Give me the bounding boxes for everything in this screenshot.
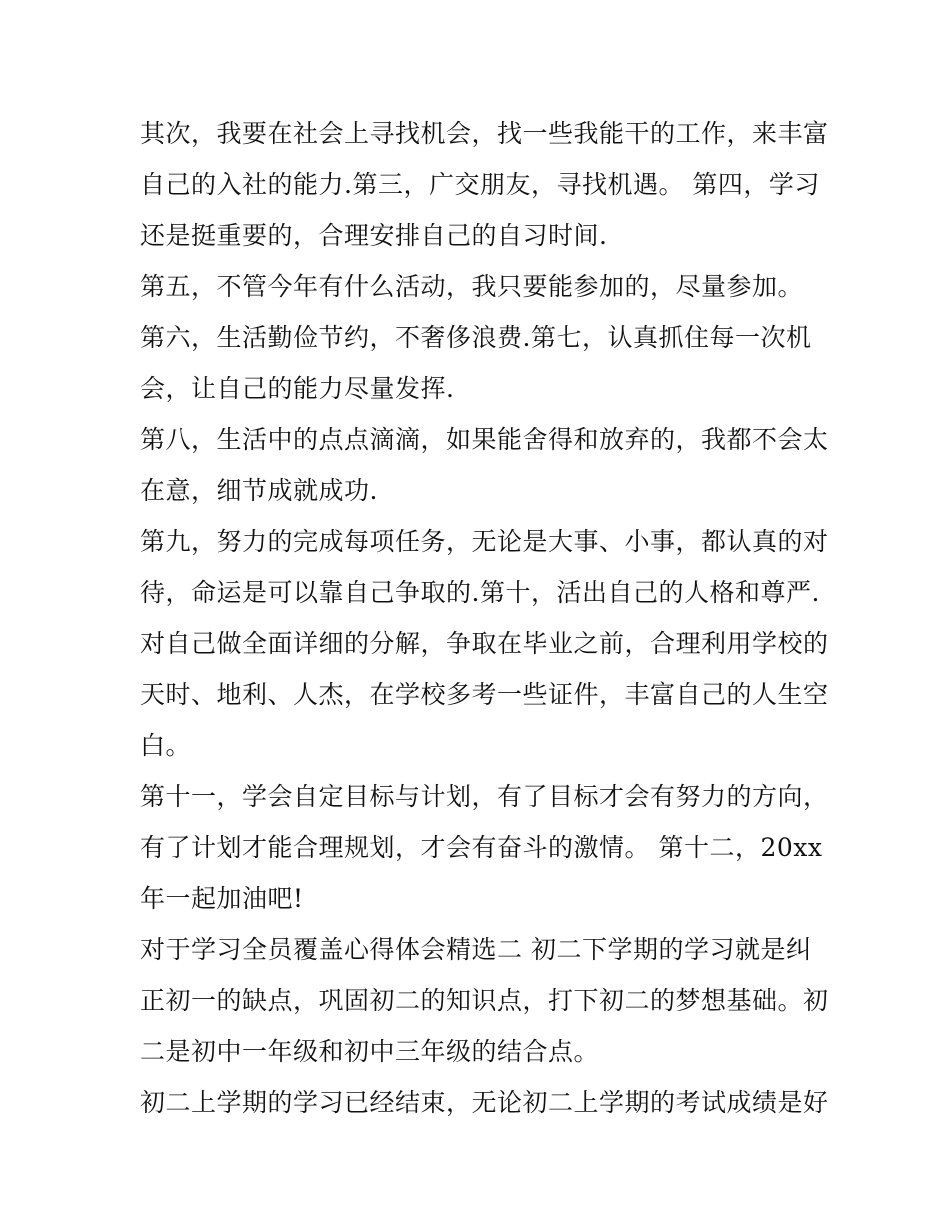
text-line: 还是挺重要的，合理安排自己的自习时间.	[140, 221, 608, 250]
text-line: 对于学习全员覆盖心得体会精选二 初二下学期的学习就是纠	[140, 935, 812, 964]
text-line: 第九，努力的完成每项任务，无论是大事、小事，都认真的对	[140, 527, 829, 556]
text-line: 在意，细节成就成功.	[140, 476, 378, 505]
text-line: 天时、地利、人杰，在学校多考一些证件，丰富自己的人生空	[140, 680, 829, 709]
text-line: 年一起加油吧!	[140, 884, 304, 913]
text-line: 有了计划才能合理规划，才会有奋斗的激情。 第十二，20xx	[140, 833, 823, 862]
document-body	[140, 108, 829, 1128]
text-line: 正初一的缺点，巩固初二的知识点，打下初二的梦想基础。初	[140, 986, 829, 1015]
text-line: 待，命运是可以靠自己争取的.第十，活出自己的人格和尊严.	[140, 578, 820, 607]
text-line: 第十一，学会自定目标与计划，有了目标才会有努力的方向，	[140, 782, 829, 811]
text-line: 第八，生活中的点点滴滴，如果能舍得和放弃的，我都不会太	[140, 425, 829, 454]
text-line: 白。	[140, 731, 192, 760]
text-line: 初二上学期的学习已经结束，无论初二上学期的考试成绩是好	[140, 1088, 829, 1117]
text-line: 第六，生活勤俭节约，不奢侈浪费.第七，认真抓住每一次机	[140, 323, 812, 352]
text-line: 会，让自己的能力尽量发挥.	[140, 374, 455, 403]
text-line: 二是初中一年级和初中三年级的结合点。	[140, 1037, 600, 1066]
text-line: 对自己做全面详细的分解，争取在毕业之前，合理利用学校的	[140, 629, 829, 658]
text-line: 自己的入社的能力.第三，广交朋友，寻找机遇。 第四，学习	[140, 170, 820, 199]
text-line: 第五，不管今年有什么活动，我只要能参加的，尽量参加。	[140, 272, 804, 301]
text-line: 其次，我要在社会上寻找机会，找一些我能干的工作，来丰富	[140, 119, 829, 148]
